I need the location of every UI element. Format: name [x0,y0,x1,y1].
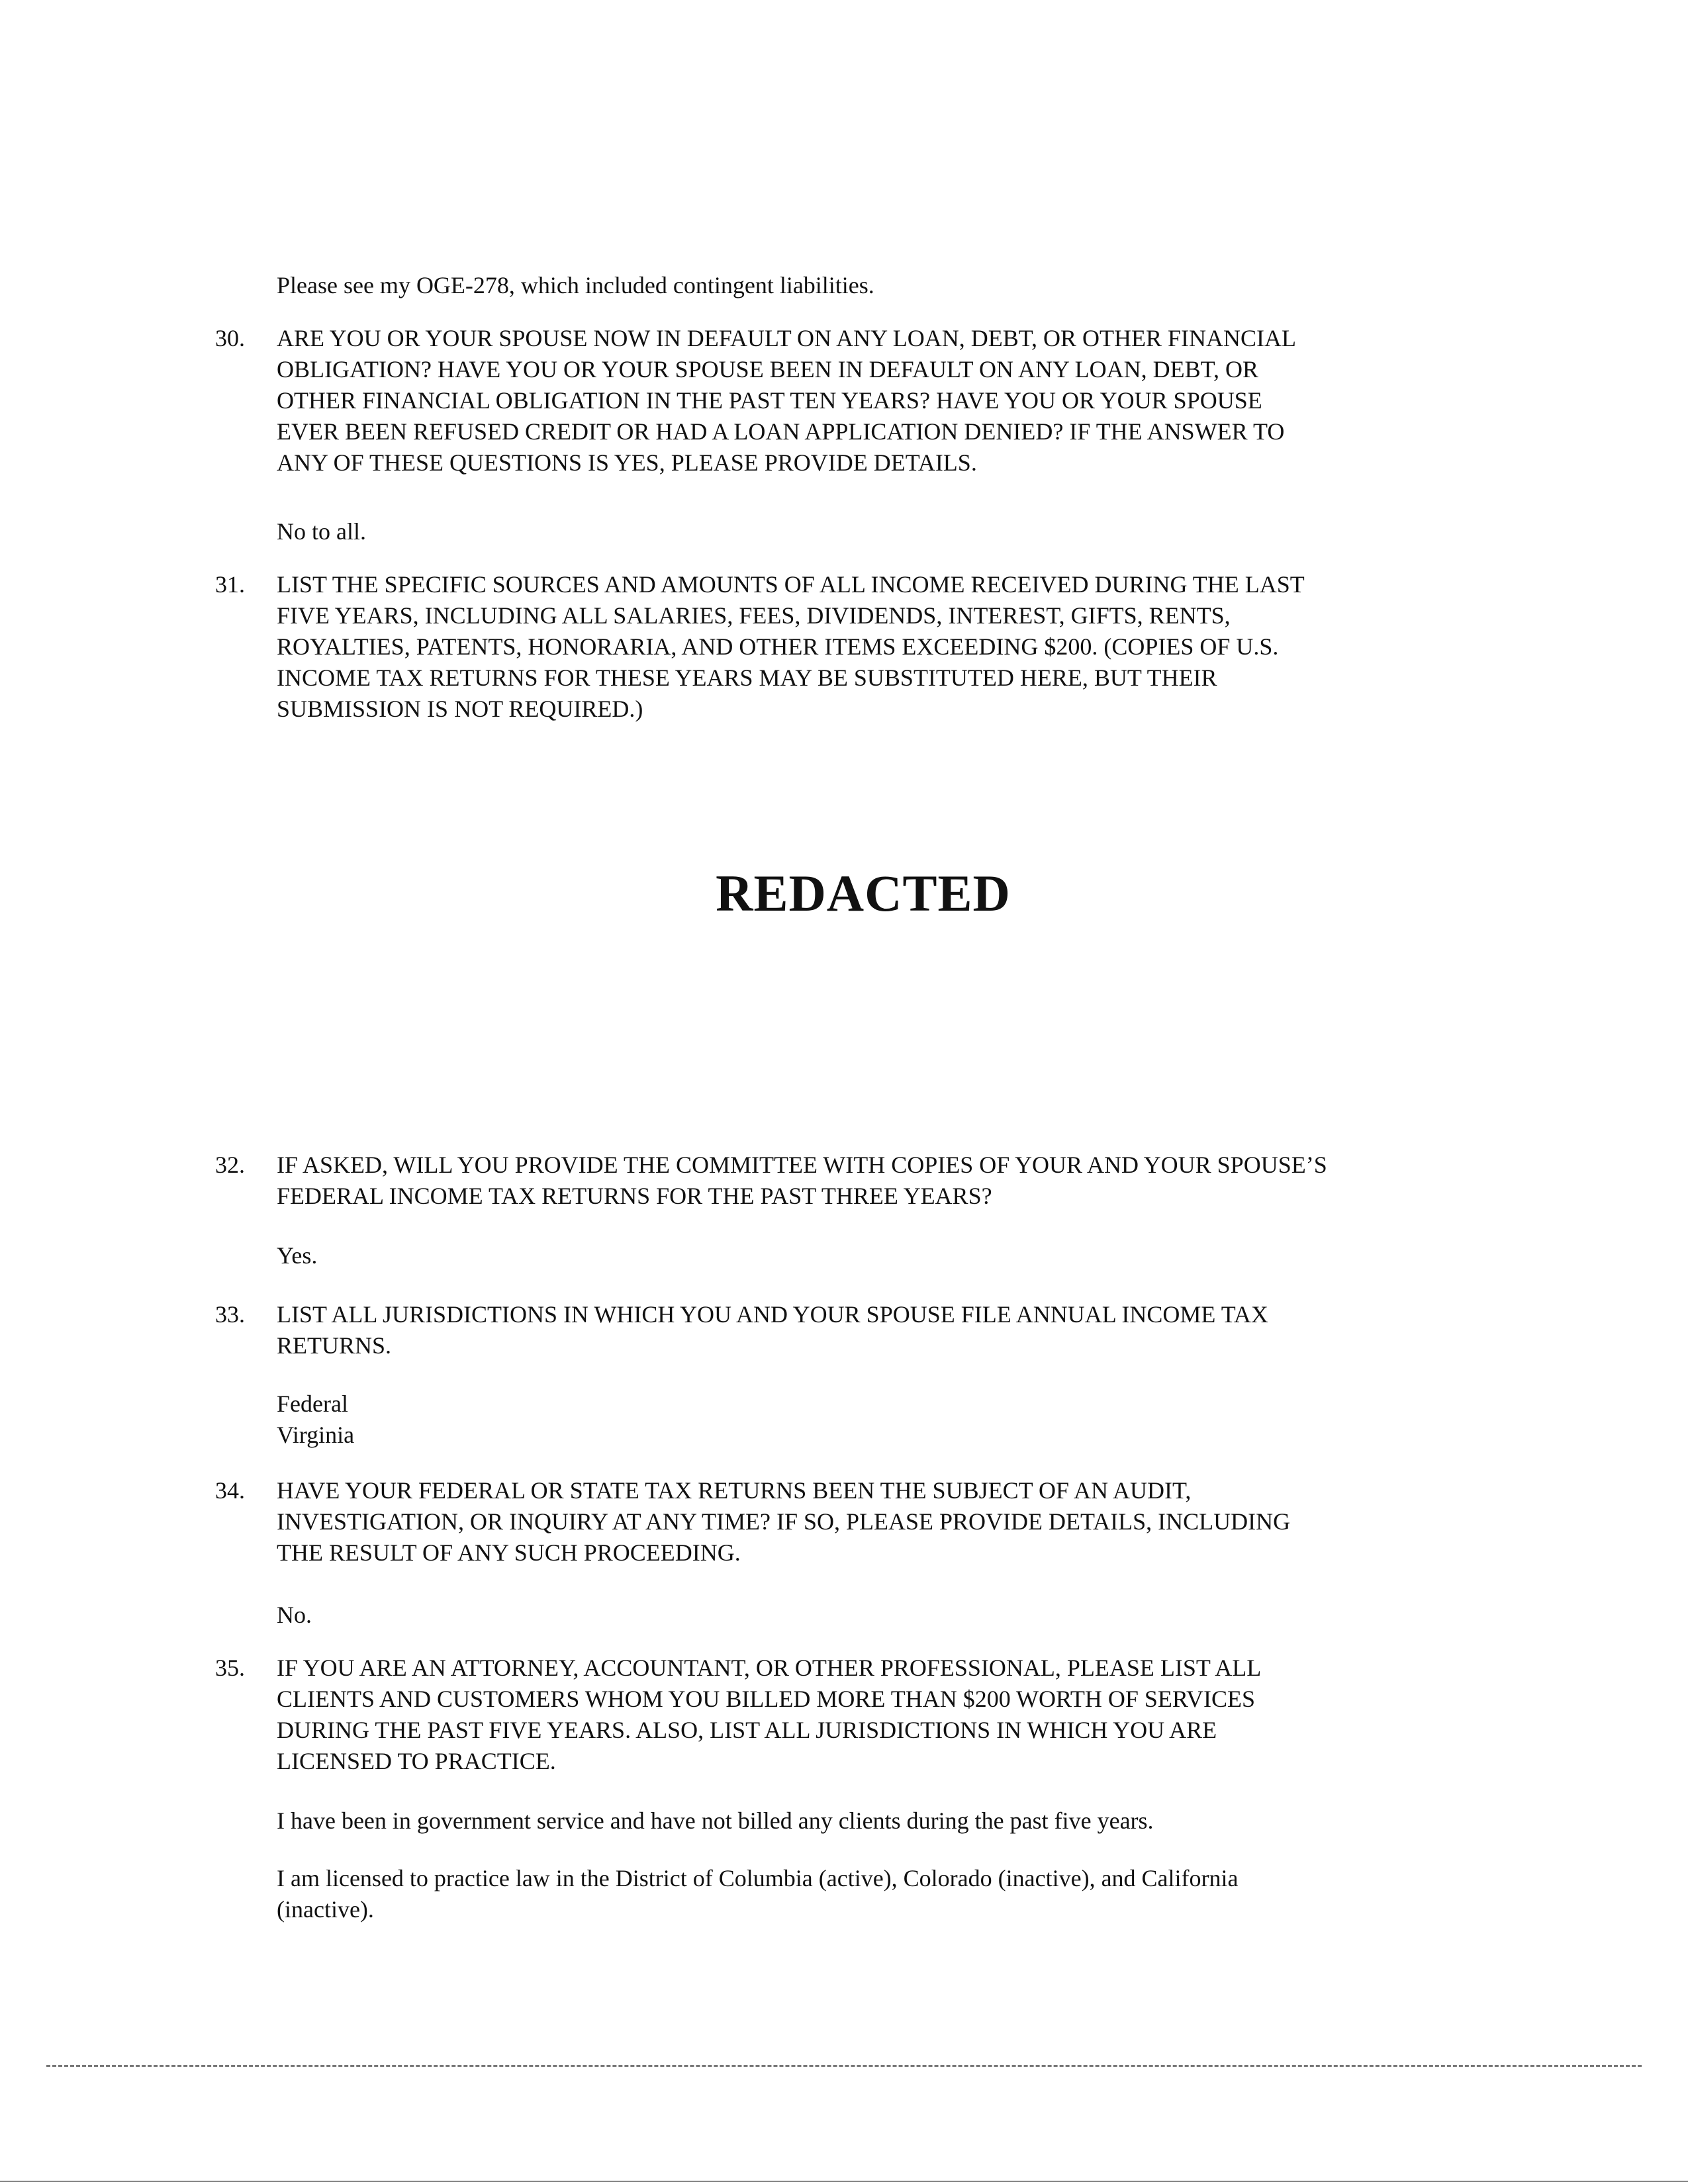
answer-34: No. [277,1602,312,1628]
question-line: HAVE YOUR FEDERAL OR STATE TAX RETURNS BEEN THE SUBJECT OF AN AUDIT, [277,1477,1192,1504]
question-34-number: 34. [215,1477,245,1504]
question-line: ANY OF THESE QUESTIONS IS YES, PLEASE PROVIDE DETAILS. [277,449,977,476]
question-32-number: 32. [215,1152,245,1178]
question-32-text [277,1150,1327,1212]
question-line: THE RESULT OF ANY SUCH PROCEEDING. [277,1539,741,1566]
question-33-number: 33. [215,1301,245,1328]
question-line: FIVE YEARS, INCLUDING ALL SALARIES, FEES, DIVIDENDS, INTEREST, GIFTS, RENTS, [277,602,1231,629]
question-line: LICENSED TO PRACTICE. [277,1748,556,1774]
question-line: IF YOU ARE AN ATTORNEY, ACCOUNTANT, OR OTHER PROFESSIONAL, PLEASE LIST ALL [277,1655,1262,1681]
intro-text: Please see my OGE-278, which included contingent liabilities. [277,272,874,298]
question-line: OTHER FINANCIAL OBLIGATION IN THE PAST TEN YEARS? HAVE YOU OR YOUR SPOUSE [277,387,1262,414]
question-31-text [277,569,1305,725]
answer-line: I am licensed to practice law in the District of Columbia (active), Colorado (inactive), and California [277,1865,1239,1891]
jurisdiction: Federal [277,1390,348,1417]
question-30-number: 30. [215,325,245,351]
question-line: LIST ALL JURISDICTIONS IN WHICH YOU AND YOUR SPOUSE FILE ANNUAL INCOME TAX [277,1301,1268,1328]
answer-line: (inactive). [277,1896,374,1923]
question-line: FEDERAL INCOME TAX RETURNS FOR THE PAST THREE YEARS? [277,1183,992,1209]
answer-33 [277,1388,354,1451]
answer-35-licenses [277,1863,1239,1925]
answer-35-billing: I have been in government service and have not billed any clients during the past five years. [277,1807,1154,1834]
answer-30: No to all. [277,518,366,545]
question-34-text [277,1475,1290,1569]
question-30-text [277,323,1296,478]
redacted-stamp: REDACTED [716,864,1011,922]
question-33-text [277,1299,1268,1361]
question-line: SUBMISSION IS NOT REQUIRED.) [277,696,643,722]
question-31-number: 31. [215,571,245,598]
question-line: OBLIGATION? HAVE YOU OR YOUR SPOUSE BEEN IN DEFAULT ON ANY LOAN, DEBT, OR [277,356,1258,383]
question-line: DURING THE PAST FIVE YEARS. ALSO, LIST ALL JURISDICTIONS IN WHICH YOU ARE [277,1717,1217,1743]
question-line: RETURNS. [277,1332,392,1359]
question-line: IF ASKED, WILL YOU PROVIDE THE COMMITTEE WITH COPIES OF YOUR AND YOUR SPOUSE’S [277,1152,1327,1178]
question-35-text [277,1653,1261,1777]
scan-divider [46,2065,1642,2067]
question-35-number: 35. [215,1655,245,1681]
question-line: INVESTIGATION, OR INQUIRY AT ANY TIME? IF SO, PLEASE PROVIDE DETAILS, INCLUDING [277,1508,1291,1535]
jurisdiction: Virginia [277,1422,355,1448]
question-line: EVER BEEN REFUSED CREDIT OR HAD A LOAN APPLICATION DENIED? IF THE ANSWER TO [277,418,1285,445]
answer-32: Yes. [277,1242,318,1269]
question-line: INCOME TAX RETURNS FOR THESE YEARS MAY BE SUBSTITUTED HERE, BUT THEIR [277,664,1217,691]
question-line: LIST THE SPECIFIC SOURCES AND AMOUNTS OF ALL INCOME RECEIVED DURING THE LAST [277,571,1305,598]
question-line: CLIENTS AND CUSTOMERS WHOM YOU BILLED MORE THAN $200 WORTH OF SERVICES [277,1686,1256,1712]
page-edge-line [0,2181,1688,2182]
question-line: ARE YOU OR YOUR SPOUSE NOW IN DEFAULT ON ANY LOAN, DEBT, OR OTHER FINANCIAL [277,325,1297,351]
question-line: ROYALTIES, PATENTS, HONORARIA, AND OTHER ITEMS EXCEEDING $200. (COPIES OF U.S. [277,633,1279,660]
